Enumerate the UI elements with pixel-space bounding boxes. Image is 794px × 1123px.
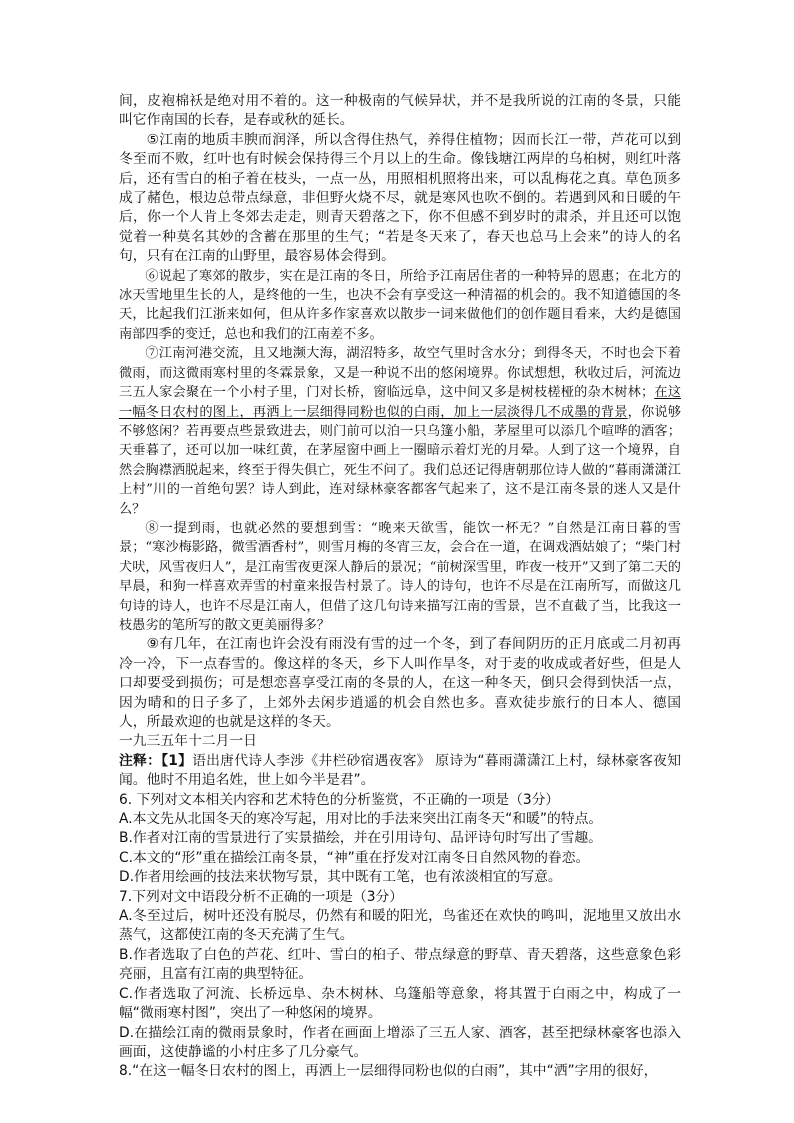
paragraph-7-end: 川的一首绝句罢？诗人到此，连对绿林豪客都客气起来了，这不是江南冬景的迷人又是什么？ (119, 482, 681, 517)
paragraph-6: ⑥说起了寒郊的散步，实在是江南的冬日，所给予江南居住者的一种特异的恩惠；在北方的冰天雪地里生长的人，是终他的一生，也决不会有享受这一种清福的机会的。我不知道德国的冬天，比起我们江浙来如何，但从许多作家喜欢以散步一词来做他们的创作题目看来，大约是德国南部四季的变迁，总也和我们的江南差不多。 (119, 268, 681, 342)
paragraph-7-start: ⑦江南河港交流，且又地濒大海，湖沼特多，故空气里时含水分；到得冬天，不时也会下着微雨，而这微雨寒村里的冬霖景象，又是一种说不出的悠闲境界。你试想想，秋收过后，河流边三五人家会聚在一个小村子里，门对长桥，窗临远阜，这中间又多是树枝槎桠的杂木树林； (119, 346, 681, 401)
question-7-option-d: D.在描绘江南的微雨景象时，作者在画面上增添了三五人家、酒客，甚至把绿林豪客也添入画面，这使静谧的小村庄多了几分豪气。 (119, 1024, 681, 1060)
paragraph-5: ⑤江南的地质丰腴而润泽，所以含得住热气，养得住植物；因而长江一带，芦花可以到冬至而不败，红叶也有时候会保持得三个月以上的生命。像钱塘江两岸的乌桕树，则红叶落后，还有雪白的桕子着在枝头，一点一丛，用照相机照将出来，可以乱梅花之真。草色顶多成了赭色，根边总带点绿意，非但野火烧不尽，就是寒风也吹不倒的。若遇到风和日暖的午后，你一个人肯上冬郊去走走，则青天碧落之下，你不但感不到岁时的肃杀，并且还可以饱觉着一种莫名其妙的含蓄在那里的生气；“若是冬天来了，春天也总马上会来”的诗人的名句，只有在江南的山野里，最容易体会得到。 (119, 131, 681, 265)
paragraph-8: ⑧一提到雨，也就必然的要想到雪：“晚来天欲雪，能饮一杯无？”自然是江南日暮的雪景；“寒沙梅影路，微雪酒香村”，则雪月梅的冬宵三友，会合在一道，在调戏酒姑娘了；“柴门村犬吠，风雪夜归人”，是江南雪夜更深人静后的景况；“前树深雪里，昨夜一枝开”又到了第二天的早晨，和狗一样喜欢弄雪的村童来报告村景了。诗人的诗句，也许不尽是在江南所写，而做这几句诗的诗人，也许不尽是江南人，但借了这几句诗来描写江南的雪景，岂不直截了当，比我这一枝愚劣的笔所写的散文更美丽得多？ (119, 520, 681, 633)
footnote (119, 752, 681, 791)
document-page (119, 92, 681, 1082)
date-line: 一九三五年十二月一日 (119, 733, 257, 750)
question-7-option-a: A.冬至过后，树叶还没有脱尽，仍然有和暖的阳光，鸟雀还在欢快的鸣叫，泥地里又放出水蒸气，这都使江南的冬天充满了生气。 (119, 908, 681, 944)
paragraph-7-middle: ，你说够不够悠闲？若再要点些景致进去，则门前可以泊一只乌篷小船，茅屋里可以添几个喧哗的酒客；天垂暮了，还可以加一味红黄，在茅屋窗中画上一圈暗示着灯光的月晕。人到了这一个境界，自然会胸襟洒脱起来，终至于得失俱亡，死生不问了。我们总还记得唐朝那位诗人做的“暮雨潇潇江上村” (119, 404, 682, 498)
question-6-option-a: A.本文先从北国冬天的寒冷写起，用对比的手法来突出江南冬天“和暖”的特点。 (119, 811, 603, 828)
question-6-option-c: C.本文的“形”重在描绘江南冬景，“神”重在抒发对江南冬日自然风物的眷恋。 (119, 849, 590, 866)
question-7-stem: 7.下列对文中语段分析不正确的一项是（3分） (119, 888, 404, 905)
question-6-stem: 6. 下列对文本相关内容和艺术特色的分析鉴赏，不正确的一项是（3分） (119, 791, 560, 808)
paragraph-7 (119, 344, 681, 519)
paragraph-9: ⑨有几年，在江南也许会没有雨没有雪的过一个冬，到了春间阴历的正月底或二月初再冷一冷，下一点春雪的。像这样的冬天，乡下人叫作旱冬，对于麦的收成或者好些，但是人口却要受到损伤；可是想恋喜享受江南的冬景的人，在这一种冬天，倒只会得到快活一点，因为晴和的日子多了，上郊外去闲步逍遥的机会自然也多。喜欢徒步旅行的日本人、德国人，所最欢迎的也就是这样的冬天。 (119, 636, 681, 730)
question-6-option-b: B.作者对江南的雪景进行了实景描绘，并在引用诗句、品评诗句时写出了雪趣。 (119, 830, 602, 847)
paragraph-4-end: 间，皮袍棉袄是绝对用不着的。这一种极南的气候异状，并不是我所说的江南的冬景，只能叫它作南国的长春，是春或秋的延长。 (119, 93, 681, 129)
question-7-option-b: B.作者选取了白色的芦花、红叶、雪白的桕子、带点绿意的野草、青天碧落，这些意象色彩亮丽，且富有江南的典型特征。 (119, 946, 681, 983)
footnote-label: 注释：【1】 (119, 752, 193, 769)
underlined-sentence: 在这一幅冬日农村的图上，再洒上一层细得同粉也似的白雨，加上一层淡得几不成墨的背景 (119, 385, 682, 420)
question-8-stem: 8.“在这一幅冬日农村的图上，再洒上一层细得同粉也似的白雨”，其中“洒”字用的很好， (119, 1063, 658, 1080)
footnote-text: 语出唐代诗人李涉《井栏砂宿遇夜客》 原诗为“暮雨潇潇江上村，绿林豪客夜知闻。他时不用追名姓，世上如今半是君”。 (119, 752, 682, 789)
question-6-option-d: D.作者用绘画的技法来状物写景，其中既有工笔，也有浓淡相宜的写意。 (119, 869, 562, 886)
question-7-option-c: C.作者选取了河流、长桥远阜、杂木树林、乌篷船等意象，将其置于白雨之中，构成了一幅“微雨寒村图”，突出了一种悠闲的境界。 (119, 985, 681, 1022)
